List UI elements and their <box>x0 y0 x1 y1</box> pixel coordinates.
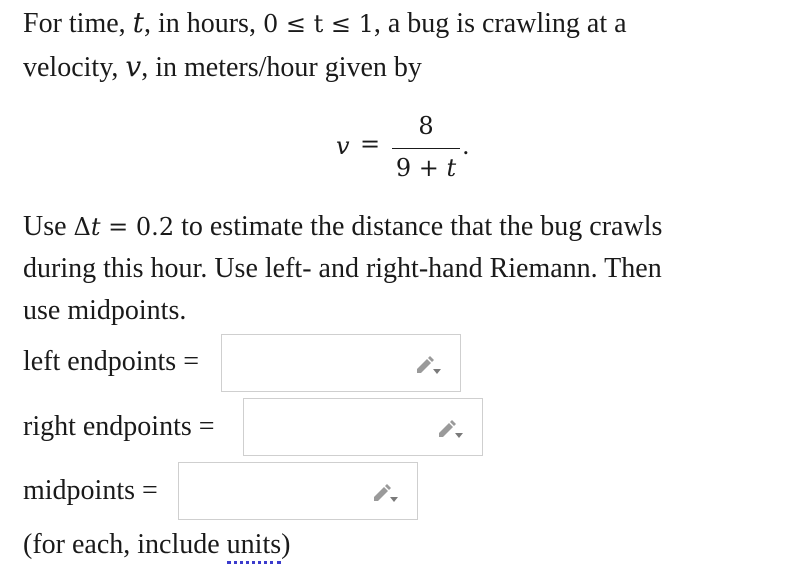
delta-variable: t <box>90 213 101 241</box>
variable-v: v <box>125 50 142 83</box>
delta-symbol: Δ <box>73 213 91 241</box>
units-help-link[interactable]: units <box>227 529 281 564</box>
velocity-formula <box>0 110 796 190</box>
formula-numerator: 8 <box>418 112 434 140</box>
instructions-line-3: use midpoints. <box>23 295 187 326</box>
units-note <box>23 528 290 562</box>
intro-text: , a bug is crawling at a <box>373 8 627 39</box>
intro-line-2 <box>23 50 422 85</box>
instructions-text: to estimate the distance that the bug crawls <box>174 211 663 242</box>
time-range: 0 ≤ t ≤ 1 <box>262 10 374 38</box>
left-endpoints-label: left endpoints = <box>23 346 199 377</box>
denominator-variable: t <box>446 154 457 182</box>
variable-t: t <box>132 6 144 39</box>
formula-lhs: v <box>336 132 350 160</box>
formula-denominator <box>392 154 460 182</box>
pencil-dropdown-icon[interactable] <box>414 352 442 376</box>
pencil-dropdown-icon[interactable] <box>436 416 464 440</box>
left-endpoints-box[interactable] <box>221 334 461 392</box>
intro-text: , in hours, <box>143 8 263 39</box>
intro-text: velocity, <box>23 52 126 83</box>
midpoints-label: midpoints = <box>23 475 158 506</box>
fraction-bar <box>392 148 460 149</box>
right-endpoints-box[interactable] <box>243 398 483 456</box>
formula-period: . <box>462 132 470 160</box>
denominator-constant: 9 + <box>395 154 447 182</box>
right-endpoints-label: right endpoints = <box>23 411 215 442</box>
pencil-dropdown-icon[interactable] <box>371 480 399 504</box>
units-note-text: (for each, include <box>23 529 227 560</box>
intro-text: , in meters/hour given by <box>141 52 422 83</box>
instructions-text: Use <box>23 211 74 242</box>
intro-text: For time, <box>23 8 133 39</box>
delta-value: = 0.2 <box>100 213 175 241</box>
units-note-text: ) <box>281 529 291 560</box>
instructions-line-1 <box>23 210 662 244</box>
intro-line-1 <box>23 6 627 41</box>
formula-equals: = <box>360 130 381 158</box>
instructions-line-2: during this hour. Use left- and right-hand Riemann. Then <box>23 253 662 284</box>
midpoints-box[interactable] <box>178 462 418 520</box>
